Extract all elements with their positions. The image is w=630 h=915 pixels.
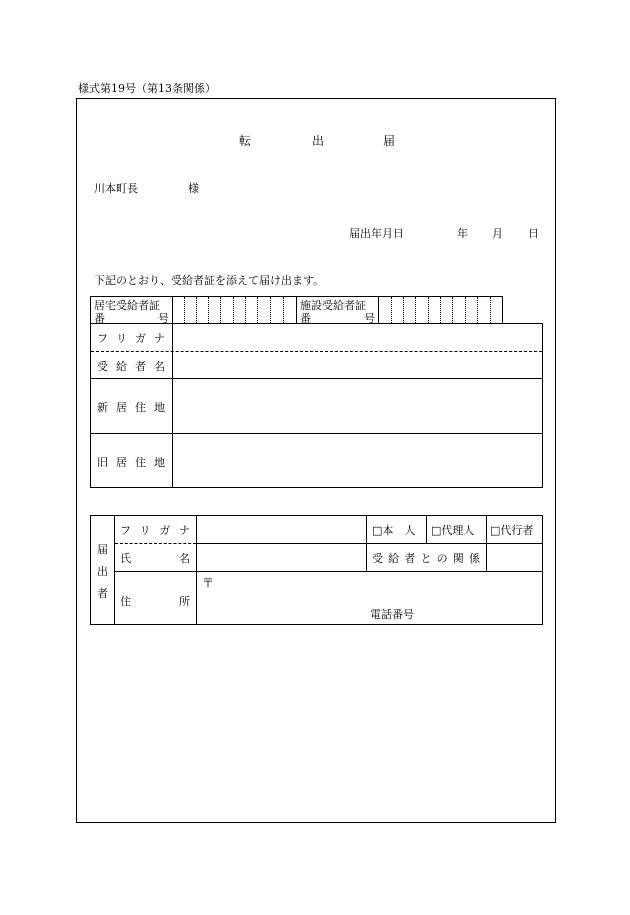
notifier-side-label-3: 者 [97, 587, 108, 600]
home-care-cert-label: 居宅受給者証 [94, 299, 160, 312]
recipient-name-label: 受 給 者 名 [97, 360, 165, 373]
recipient-furigana-label: フ リ ガ ナ [97, 332, 165, 345]
postal-mark: 〒 [202, 576, 215, 590]
recipient-furigana-field[interactable] [173, 324, 541, 350]
phone-label: 電話番号 [370, 608, 414, 621]
form-number: 様式第19号（第13条関係） [78, 82, 216, 95]
addressee-name: 川本町長 [94, 182, 138, 195]
notifier-address-label: 住 所 [120, 595, 190, 608]
intro-text: 下記のとおり、受給者証を添えて届け出ます。 [94, 274, 325, 287]
recipient-name-field[interactable] [173, 352, 541, 377]
notifier-furigana-field[interactable] [197, 516, 365, 542]
notifier-side-label-1: 届 [97, 543, 108, 556]
facility-cert-label-go: 号 [364, 312, 375, 325]
title-char-2: 出 [312, 134, 325, 148]
notifier-furigana-label: フ リ ガ ナ [120, 524, 190, 537]
home-care-cert-number-field[interactable] [173, 297, 295, 323]
home-care-cert-label-ban: 番 [94, 312, 105, 325]
option-self-checkbox[interactable]: □本 人 [372, 524, 416, 537]
option-agent-checkbox[interactable]: □代理人 [431, 524, 475, 537]
facility-cert-label: 施設受給者証 [300, 299, 366, 312]
addressee-honorific: 様 [188, 182, 199, 195]
relation-label: 受 給 者 と の 関 係 [372, 552, 480, 565]
date-month: 月 [492, 227, 503, 240]
title-char-1: 転 [239, 134, 252, 148]
option-proxy-checkbox[interactable]: □代行者 [490, 524, 534, 537]
notifier-name-label: 氏 名 [120, 552, 190, 565]
notifier-name-field[interactable] [197, 544, 365, 570]
date-day: 日 [528, 227, 539, 240]
new-address-field[interactable] [173, 379, 541, 432]
facility-cert-label-ban: 番 [300, 312, 311, 325]
new-address-label: 新 居 住 地 [97, 401, 165, 414]
date-year: 年 [457, 227, 468, 240]
notifier-side-label-2: 出 [97, 565, 108, 578]
old-address-field[interactable] [173, 434, 541, 487]
title-char-3: 届 [383, 134, 396, 148]
relation-field[interactable] [487, 544, 542, 570]
old-address-label: 旧 居 住 地 [97, 456, 165, 469]
date-label: 届出年月日 [349, 227, 404, 240]
home-care-cert-label-go: 号 [158, 312, 169, 325]
